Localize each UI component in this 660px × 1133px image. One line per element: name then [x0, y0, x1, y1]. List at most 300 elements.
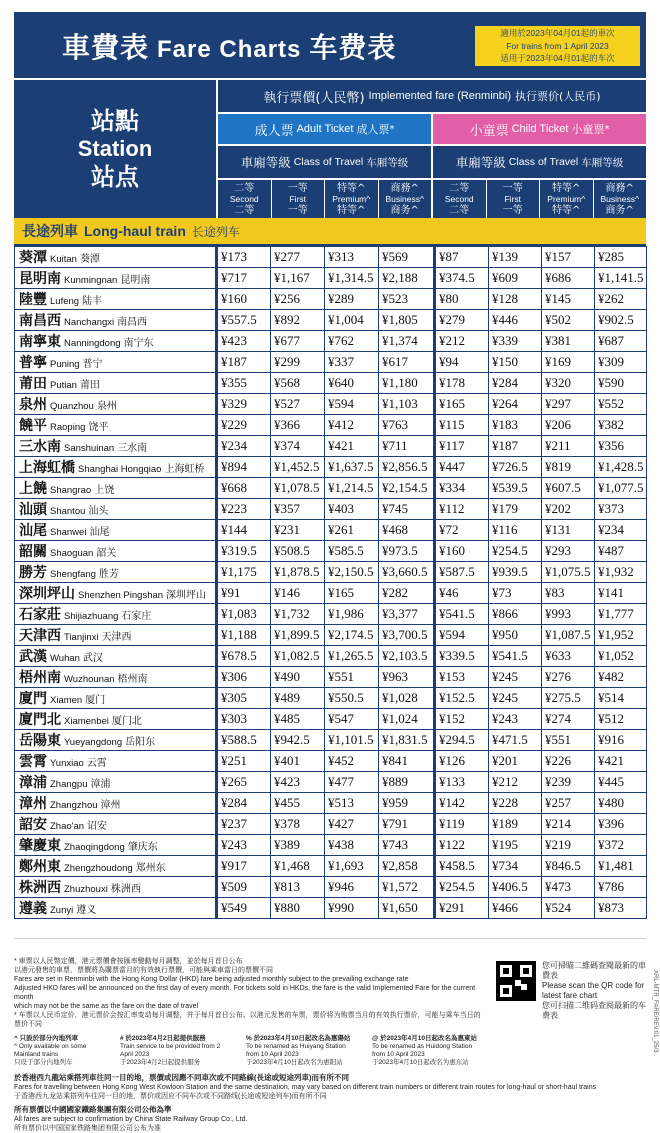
fare-cell: ¥677 — [271, 331, 325, 352]
station-name-zhs: 葵潭 — [79, 254, 100, 265]
station-name-zh: 昆明南 — [19, 271, 61, 287]
table-row — [15, 667, 647, 688]
fare-cell: ¥889 — [379, 772, 435, 793]
fare-cell: ¥466 — [489, 898, 542, 919]
fare-cell: ¥902.5 — [595, 310, 647, 331]
fare-cell: ¥279 — [435, 310, 489, 331]
bottom-2-en: All fares are subject to confirmation by China State Railway Group Co., Ltd. — [14, 1116, 248, 1123]
fare-cell: ¥212 — [489, 772, 542, 793]
station-name-en: Shijiazhuang — [64, 611, 119, 622]
fare-cell: ¥1,052 — [595, 646, 647, 667]
station-name-cell — [15, 772, 217, 793]
fare-cell: ¥234 — [217, 436, 271, 457]
fare-cell: ¥549 — [217, 898, 271, 919]
station-name-cell — [15, 289, 217, 310]
station-name-zh: 遵義 — [19, 901, 47, 917]
fare-cell: ¥1,831.5 — [379, 730, 435, 751]
station-name-zhs: 漳州 — [100, 800, 121, 811]
station-name-zh: 汕頭 — [19, 502, 47, 518]
class-business-child — [593, 180, 647, 218]
station-name-cell — [15, 583, 217, 604]
fare-cell: ¥294.5 — [435, 730, 489, 751]
fare-cell: ¥568 — [271, 373, 325, 394]
fare-cell: ¥243 — [217, 835, 271, 856]
fare-cell: ¥892 — [271, 310, 325, 331]
station-name-zh: 株洲西 — [19, 880, 61, 896]
fare-cell: ¥226 — [542, 751, 595, 772]
fare-cell: ¥309 — [595, 352, 647, 373]
fare-cell: ¥146 — [271, 583, 325, 604]
station-name-zhs: 天津西 — [101, 632, 132, 643]
fare-cell: ¥1,637.5 — [325, 457, 379, 478]
implemented-en: Implemented fare (Renminbi) — [368, 90, 511, 102]
class-zh: 車廂等級 — [455, 155, 506, 170]
station-name-zh: 梧州南 — [19, 670, 61, 686]
table-row — [15, 478, 647, 499]
fare-cell: ¥282 — [379, 583, 435, 604]
fare-cell: ¥993 — [542, 604, 595, 625]
class-label-zhs: 二等 — [234, 204, 255, 216]
class-label-en: First — [289, 193, 307, 204]
fare-cell: ¥160 — [217, 289, 271, 310]
fare-cell: ¥819 — [542, 457, 595, 478]
fare-cell: ¥541.5 — [435, 604, 489, 625]
station-name-cell — [15, 730, 217, 751]
class-label-zh: 商務^ — [605, 182, 634, 194]
fare-cell: ¥228 — [489, 793, 542, 814]
station-name-en: Zhengzhoudong — [64, 863, 133, 874]
station-name-zhs: 普宁 — [82, 359, 103, 370]
fare-cell: ¥356 — [595, 436, 647, 457]
station-name-zh: 陸豐 — [19, 292, 47, 308]
station-name-en: Yueyangdong — [64, 737, 123, 748]
legend-4-en: To be renamed as Huidong Station from 10 April 2023 — [372, 1043, 473, 1058]
table-row — [15, 730, 647, 751]
station-name-zhs: 梧州南 — [117, 674, 148, 685]
class-zh: 車廂等級 — [240, 155, 291, 170]
fare-cell: ¥403 — [325, 499, 379, 520]
fare-cell: ¥873 — [595, 898, 647, 919]
class-zhs: 车厢等级 — [366, 156, 409, 169]
fare-cell: ¥617 — [379, 352, 435, 373]
note-1-zhs: 以港元發售的車票，票價將為購票當月的有效執行票價，可能與乘車當日的票價不同 — [14, 967, 273, 974]
station-name-cell — [15, 331, 217, 352]
class-label-zhs: 特等^ — [552, 204, 581, 216]
station-name-en: Tianjinxi — [64, 632, 99, 643]
fare-cell: ¥254.5 — [489, 541, 542, 562]
legend-4-zhs: 于2023年4月10日起改名为惠东站 — [372, 1059, 469, 1066]
station-name-zhs: 汕头 — [88, 506, 109, 517]
fare-cell: ¥122 — [435, 835, 489, 856]
fare-cell: ¥678.5 — [217, 646, 271, 667]
fare-cell: ¥512 — [595, 709, 647, 730]
fare-cell: ¥452 — [325, 751, 379, 772]
fare-cell: ¥239 — [542, 772, 595, 793]
table-row — [15, 352, 647, 373]
station-name-zh: 南寧東 — [19, 334, 61, 350]
station-name-zh: 韶關 — [19, 544, 47, 560]
fare-cell: ¥513 — [325, 793, 379, 814]
station-name-cell — [15, 268, 217, 289]
class-label-zhs: 一等 — [287, 204, 308, 216]
table-row — [15, 541, 647, 562]
fare-cell: ¥396 — [595, 814, 647, 835]
fare-cell: ¥169 — [542, 352, 595, 373]
station-name-en: Nanchangxi — [64, 317, 115, 328]
section-zhs: 长途列车 — [191, 224, 240, 239]
fare-cell: ¥1,805 — [379, 310, 435, 331]
station-name-zh: 深圳坪山 — [19, 586, 75, 602]
fare-cell: ¥1,374 — [379, 331, 435, 352]
station-name-en: Nanningdong — [64, 338, 121, 349]
station-name-cell — [15, 436, 217, 457]
station-name-en: Zunyi — [50, 905, 74, 916]
fare-cell: ¥950 — [489, 625, 542, 646]
station-name-zhs: 诏安 — [87, 821, 108, 832]
fare-cell: ¥541.5 — [489, 646, 542, 667]
note-4-en: which may not be the same as the fare on the date of travel — [14, 1003, 199, 1010]
fare-chart-header — [14, 12, 646, 78]
footer-notes — [14, 938, 646, 1133]
station-name-en: Shaoguan — [50, 548, 94, 559]
station-name-zhs: 深圳坪山 — [166, 590, 207, 601]
fare-cell: ¥590 — [595, 373, 647, 394]
station-name-zhs: 厦门北 — [111, 716, 142, 727]
child-zhs: 小童票 — [571, 123, 605, 136]
fare-cell: ¥201 — [489, 751, 542, 772]
fare-cell: ¥153 — [435, 667, 489, 688]
fare-cell: ¥438 — [325, 835, 379, 856]
station-name-zhs: 株洲西 — [110, 884, 141, 895]
fare-cell: ¥594 — [325, 394, 379, 415]
table-row — [15, 646, 647, 667]
table-row — [15, 268, 647, 289]
class-label-zh: 二等 — [449, 182, 470, 194]
table-row — [15, 856, 647, 877]
class-label-zh: 特等^ — [337, 182, 366, 194]
bottom-2-zhs: 所有票价以中国国家铁路集团有限公司公布为准 — [14, 1125, 161, 1132]
legend-1-en: ^ Only available on some Mainland trains — [14, 1043, 87, 1058]
station-name-cell — [15, 499, 217, 520]
fare-cell: ¥745 — [379, 499, 435, 520]
fare-cell: ¥550.5 — [325, 688, 379, 709]
fare-cell: ¥1,878.5 — [271, 562, 325, 583]
fare-cell: ¥299 — [271, 352, 325, 373]
table-row — [15, 688, 647, 709]
fare-cell: ¥285 — [595, 247, 647, 268]
fare-cell: ¥2,154.5 — [379, 478, 435, 499]
station-name-en: Zhaoqingdong — [64, 842, 125, 853]
station-name-cell — [15, 877, 217, 898]
bottom-2-zh: 所有票價以中國國家鐵路集團有限公司公佈為準 — [14, 1105, 172, 1114]
station-name-zhs: 武汉 — [82, 653, 103, 664]
fare-cell: ¥231 — [271, 520, 325, 541]
fare-cell: ¥254.5 — [435, 877, 489, 898]
fare-cell: ¥1,101.5 — [325, 730, 379, 751]
station-header-zh: 站點 — [91, 107, 139, 135]
fare-cell: ¥87 — [435, 247, 489, 268]
table-row — [15, 772, 647, 793]
table-row — [15, 877, 647, 898]
station-name-zhs: 饶平 — [88, 422, 109, 433]
fare-cell: ¥1,078.5 — [271, 478, 325, 499]
station-name-cell — [15, 898, 217, 919]
table-row — [15, 814, 647, 835]
qr-code-icon[interactable] — [496, 961, 536, 1001]
fare-cell: ¥112 — [435, 499, 489, 520]
class-zhs: 车厢等级 — [581, 156, 624, 169]
fare-cell: ¥116 — [489, 520, 542, 541]
fare-cell: ¥229 — [217, 415, 271, 436]
fare-cell: ¥2,174.5 — [325, 625, 379, 646]
station-name-zh: 雲霄 — [19, 754, 47, 770]
station-name-cell — [15, 814, 217, 835]
fare-cell: ¥939.5 — [489, 562, 542, 583]
class-premium-child — [539, 180, 593, 218]
fare-cell: ¥133 — [435, 772, 489, 793]
table-row — [15, 625, 647, 646]
adult-mark: * — [389, 123, 395, 135]
fare-cell: ¥894 — [217, 457, 271, 478]
table-row — [15, 835, 647, 856]
fare-cell: ¥588.5 — [217, 730, 271, 751]
class-label-en: Premium^ — [547, 193, 586, 204]
legend-2-zhs: 于2023年4月2日起提供服务 — [120, 1059, 201, 1066]
child-zh: 小童票 — [469, 123, 509, 139]
table-row — [15, 520, 647, 541]
fare-cell: ¥189 — [489, 814, 542, 835]
title-zhs: 车费表 — [309, 31, 397, 64]
station-name-cell — [15, 688, 217, 709]
fare-cell: ¥1,103 — [379, 394, 435, 415]
class-subheader-row — [216, 180, 646, 218]
fare-cell: ¥990 — [325, 898, 379, 919]
fare-cell: ¥406.5 — [489, 877, 542, 898]
fare-cell: ¥1,986 — [325, 604, 379, 625]
station-name-zhs: 漳浦 — [90, 779, 111, 790]
fare-cell: ¥762 — [325, 331, 379, 352]
fare-cell: ¥157 — [542, 247, 595, 268]
fare-cell: ¥141 — [595, 583, 647, 604]
fare-cell: ¥1,952 — [595, 625, 647, 646]
fare-cell: ¥640 — [325, 373, 379, 394]
fare-cell: ¥480 — [595, 793, 647, 814]
qr-text-en: Please scan the QR code for latest fare chart — [542, 981, 645, 1000]
station-name-cell — [15, 352, 217, 373]
class-label-zh: 特等^ — [552, 182, 581, 194]
fare-cell: ¥128 — [489, 289, 542, 310]
fare-cell: ¥1,175 — [217, 562, 271, 583]
fare-cell: ¥734 — [489, 856, 542, 877]
fare-cell: ¥1,314.5 — [325, 268, 379, 289]
document-code: XRL-MTR_FARE/REV.01_25/3 — [652, 970, 658, 1053]
station-name-en: Sanshuinan — [64, 443, 115, 454]
fare-cell: ¥1,180 — [379, 373, 435, 394]
fare-cell: ¥381 — [542, 331, 595, 352]
fare-cell: ¥3,700.5 — [379, 625, 435, 646]
fare-cell: ¥1,932 — [595, 562, 647, 583]
class-en: Class of Travel — [293, 156, 364, 168]
fare-cell: ¥485 — [271, 709, 325, 730]
station-name-en: Shanghai Hongqiao — [78, 464, 162, 475]
fare-cell: ¥1,167 — [271, 268, 325, 289]
fare-cell: ¥303 — [217, 709, 271, 730]
bottom-notes — [14, 1073, 646, 1133]
legend-row — [14, 1035, 646, 1067]
fare-cell: ¥552 — [595, 394, 647, 415]
fare-cell: ¥274 — [542, 709, 595, 730]
fare-cell: ¥115 — [435, 415, 489, 436]
station-name-zhs: 汕尾 — [89, 527, 110, 538]
fare-cell: ¥251 — [217, 751, 271, 772]
fare-cell: ¥1,028 — [379, 688, 435, 709]
fare-cell: ¥389 — [271, 835, 325, 856]
fare-cell: ¥458.5 — [435, 856, 489, 877]
fare-cell: ¥557.5 — [217, 310, 271, 331]
fare-cell: ¥1,899.5 — [271, 625, 325, 646]
class-label-zhs: 二等 — [449, 204, 470, 216]
fare-cell: ¥372 — [595, 835, 647, 856]
fare-cell: ¥841 — [379, 751, 435, 772]
fare-cell: ¥117 — [435, 436, 489, 457]
fare-cell: ¥142 — [435, 793, 489, 814]
qr-text-zhs: 您可扫描二维码查阅最新的车费表 — [542, 1001, 646, 1020]
class-label-zhs: 一等 — [502, 204, 523, 216]
station-name-en: Shanwei — [50, 527, 87, 538]
class-premium-adult — [324, 180, 378, 218]
fare-cell: ¥527 — [271, 394, 325, 415]
bottom-1-zh: 於香港西九龍站乘搭列車往同一目的地，票價或因應不同車次或不同路線(長途或短途列車)而有所不同 — [14, 1073, 349, 1082]
fare-cell: ¥471.5 — [489, 730, 542, 751]
fare-cell: ¥337 — [325, 352, 379, 373]
class-label-zh: 一等 — [287, 182, 308, 194]
fare-cell: ¥633 — [542, 646, 595, 667]
fare-cell: ¥223 — [217, 499, 271, 520]
station-name-en: Xiamen — [50, 695, 83, 706]
fare-cell: ¥846.5 — [542, 856, 595, 877]
station-name-zh: 鄭州東 — [19, 859, 61, 875]
fare-cell: ¥1,468 — [271, 856, 325, 877]
fare-cell: ¥763 — [379, 415, 435, 436]
fare-cell: ¥1,693 — [325, 856, 379, 877]
station-name-cell — [15, 478, 217, 499]
fare-cell: ¥206 — [542, 415, 595, 436]
note-1-zh: * 車票以人民幣定價，港元票價會按匯率變動每月調整，並於每月首日公布 — [14, 958, 243, 965]
class-of-travel-adult — [216, 146, 431, 178]
fare-cell: ¥916 — [595, 730, 647, 751]
station-name-zhs: 胜芳 — [98, 569, 119, 580]
station-name-zh: 廈門 — [19, 691, 47, 707]
fare-cell: ¥686 — [542, 268, 595, 289]
fare-cell: ¥319.5 — [217, 541, 271, 562]
fare-cell: ¥284 — [217, 793, 271, 814]
fare-cell: ¥421 — [325, 436, 379, 457]
station-name-zh: 岳陽東 — [19, 733, 61, 749]
title-zh: 車費表 — [62, 31, 150, 64]
fare-cell: ¥726.5 — [489, 457, 542, 478]
fare-cell: ¥1,214.5 — [325, 478, 379, 499]
fare-cell: ¥1,777 — [595, 604, 647, 625]
table-row — [15, 604, 647, 625]
fare-cell: ¥195 — [489, 835, 542, 856]
fare-cell: ¥551 — [542, 730, 595, 751]
class-label-zhs: 商务^ — [390, 204, 419, 216]
table-row — [15, 583, 647, 604]
fare-cell: ¥305 — [217, 688, 271, 709]
station-name-zh: 普寧 — [19, 355, 47, 371]
fare-cell: ¥237 — [217, 814, 271, 835]
fare-cell: ¥214 — [542, 814, 595, 835]
fare-cell: ¥339.5 — [435, 646, 489, 667]
adult-en: Adult Ticket — [296, 123, 354, 135]
fare-cell: ¥131 — [542, 520, 595, 541]
fare-cell: ¥973.5 — [379, 541, 435, 562]
class-label-zh: 二等 — [234, 182, 255, 194]
station-name-zh: 天津西 — [19, 628, 61, 644]
page-title — [62, 26, 396, 66]
fare-cell: ¥743 — [379, 835, 435, 856]
fare-cell: ¥445 — [595, 772, 647, 793]
station-name-zh: 上海虹橋 — [19, 460, 75, 476]
legend-3-en: To be renamed as Huiyang Station from 10 April 2023 — [246, 1043, 346, 1058]
fare-cell: ¥173 — [217, 247, 271, 268]
fare-cell: ¥119 — [435, 814, 489, 835]
notice-line-2: For trains from 1 April 2023 — [506, 40, 609, 51]
fare-cell: ¥3,377 — [379, 604, 435, 625]
table-row — [15, 793, 647, 814]
fare-cell: ¥524 — [542, 898, 595, 919]
fare-cell: ¥261 — [325, 520, 379, 541]
class-label-zh: 一等 — [502, 182, 523, 194]
fare-cell: ¥373 — [595, 499, 647, 520]
station-header-en: Station — [77, 136, 153, 161]
station-name-zh: 泉州 — [19, 397, 47, 413]
fare-cell: ¥1,083 — [217, 604, 271, 625]
fare-cell: ¥187 — [489, 436, 542, 457]
legend-1-zhs: 只设于部分内地列车 — [14, 1059, 73, 1066]
fare-cell: ¥1,087.5 — [542, 625, 595, 646]
station-name-en: Shangrao — [50, 485, 92, 496]
fare-cell: ¥289 — [325, 289, 379, 310]
fare-cell: ¥3,660.5 — [379, 562, 435, 583]
station-name-zhs: 遵义 — [76, 905, 97, 916]
adult-zh: 成人票 — [254, 123, 294, 139]
station-name-zhs: 石家庄 — [121, 611, 152, 622]
station-name-zh: 勝芳 — [19, 565, 47, 581]
qr-text-zh: 您可掃瞄二維碼查閱最新的車費表 — [542, 961, 646, 980]
class-label-en: Premium^ — [332, 193, 371, 204]
fare-cell: ¥366 — [271, 415, 325, 436]
station-name-zh: 南昌西 — [19, 313, 61, 329]
fare-cell: ¥179 — [489, 499, 542, 520]
station-name-zh: 武漢 — [19, 649, 47, 665]
station-name-zh: 汕尾 — [19, 523, 47, 539]
fare-cell: ¥374 — [271, 436, 325, 457]
station-name-zhs: 南宁东 — [123, 338, 154, 349]
station-column-header — [14, 80, 216, 218]
child-ticket-header — [431, 114, 646, 144]
fare-cell: ¥668 — [217, 478, 271, 499]
class-en: Class of Travel — [508, 156, 579, 168]
fare-cell: ¥2,188 — [379, 268, 435, 289]
fare-cell: ¥378 — [271, 814, 325, 835]
note-2-en: Fares are set in Renminbi with the Hong Kong Dollar (HKD) fare being adjusted monthly subject to the prevailing exchange rate — [14, 976, 409, 983]
fare-cell: ¥145 — [542, 289, 595, 310]
note-5-zhs: * 车票以人民币定价，港元票价会按汇率变动每月调整，并于每月首日公布。以港元发售的车票，票价将为购票当月的有效执行票价，可能与乘车当日的票价不同 — [14, 1012, 481, 1028]
fare-cell: ¥1,188 — [217, 625, 271, 646]
fare-cell: ¥374.5 — [435, 268, 489, 289]
station-name-zh: 漳浦 — [19, 775, 47, 791]
